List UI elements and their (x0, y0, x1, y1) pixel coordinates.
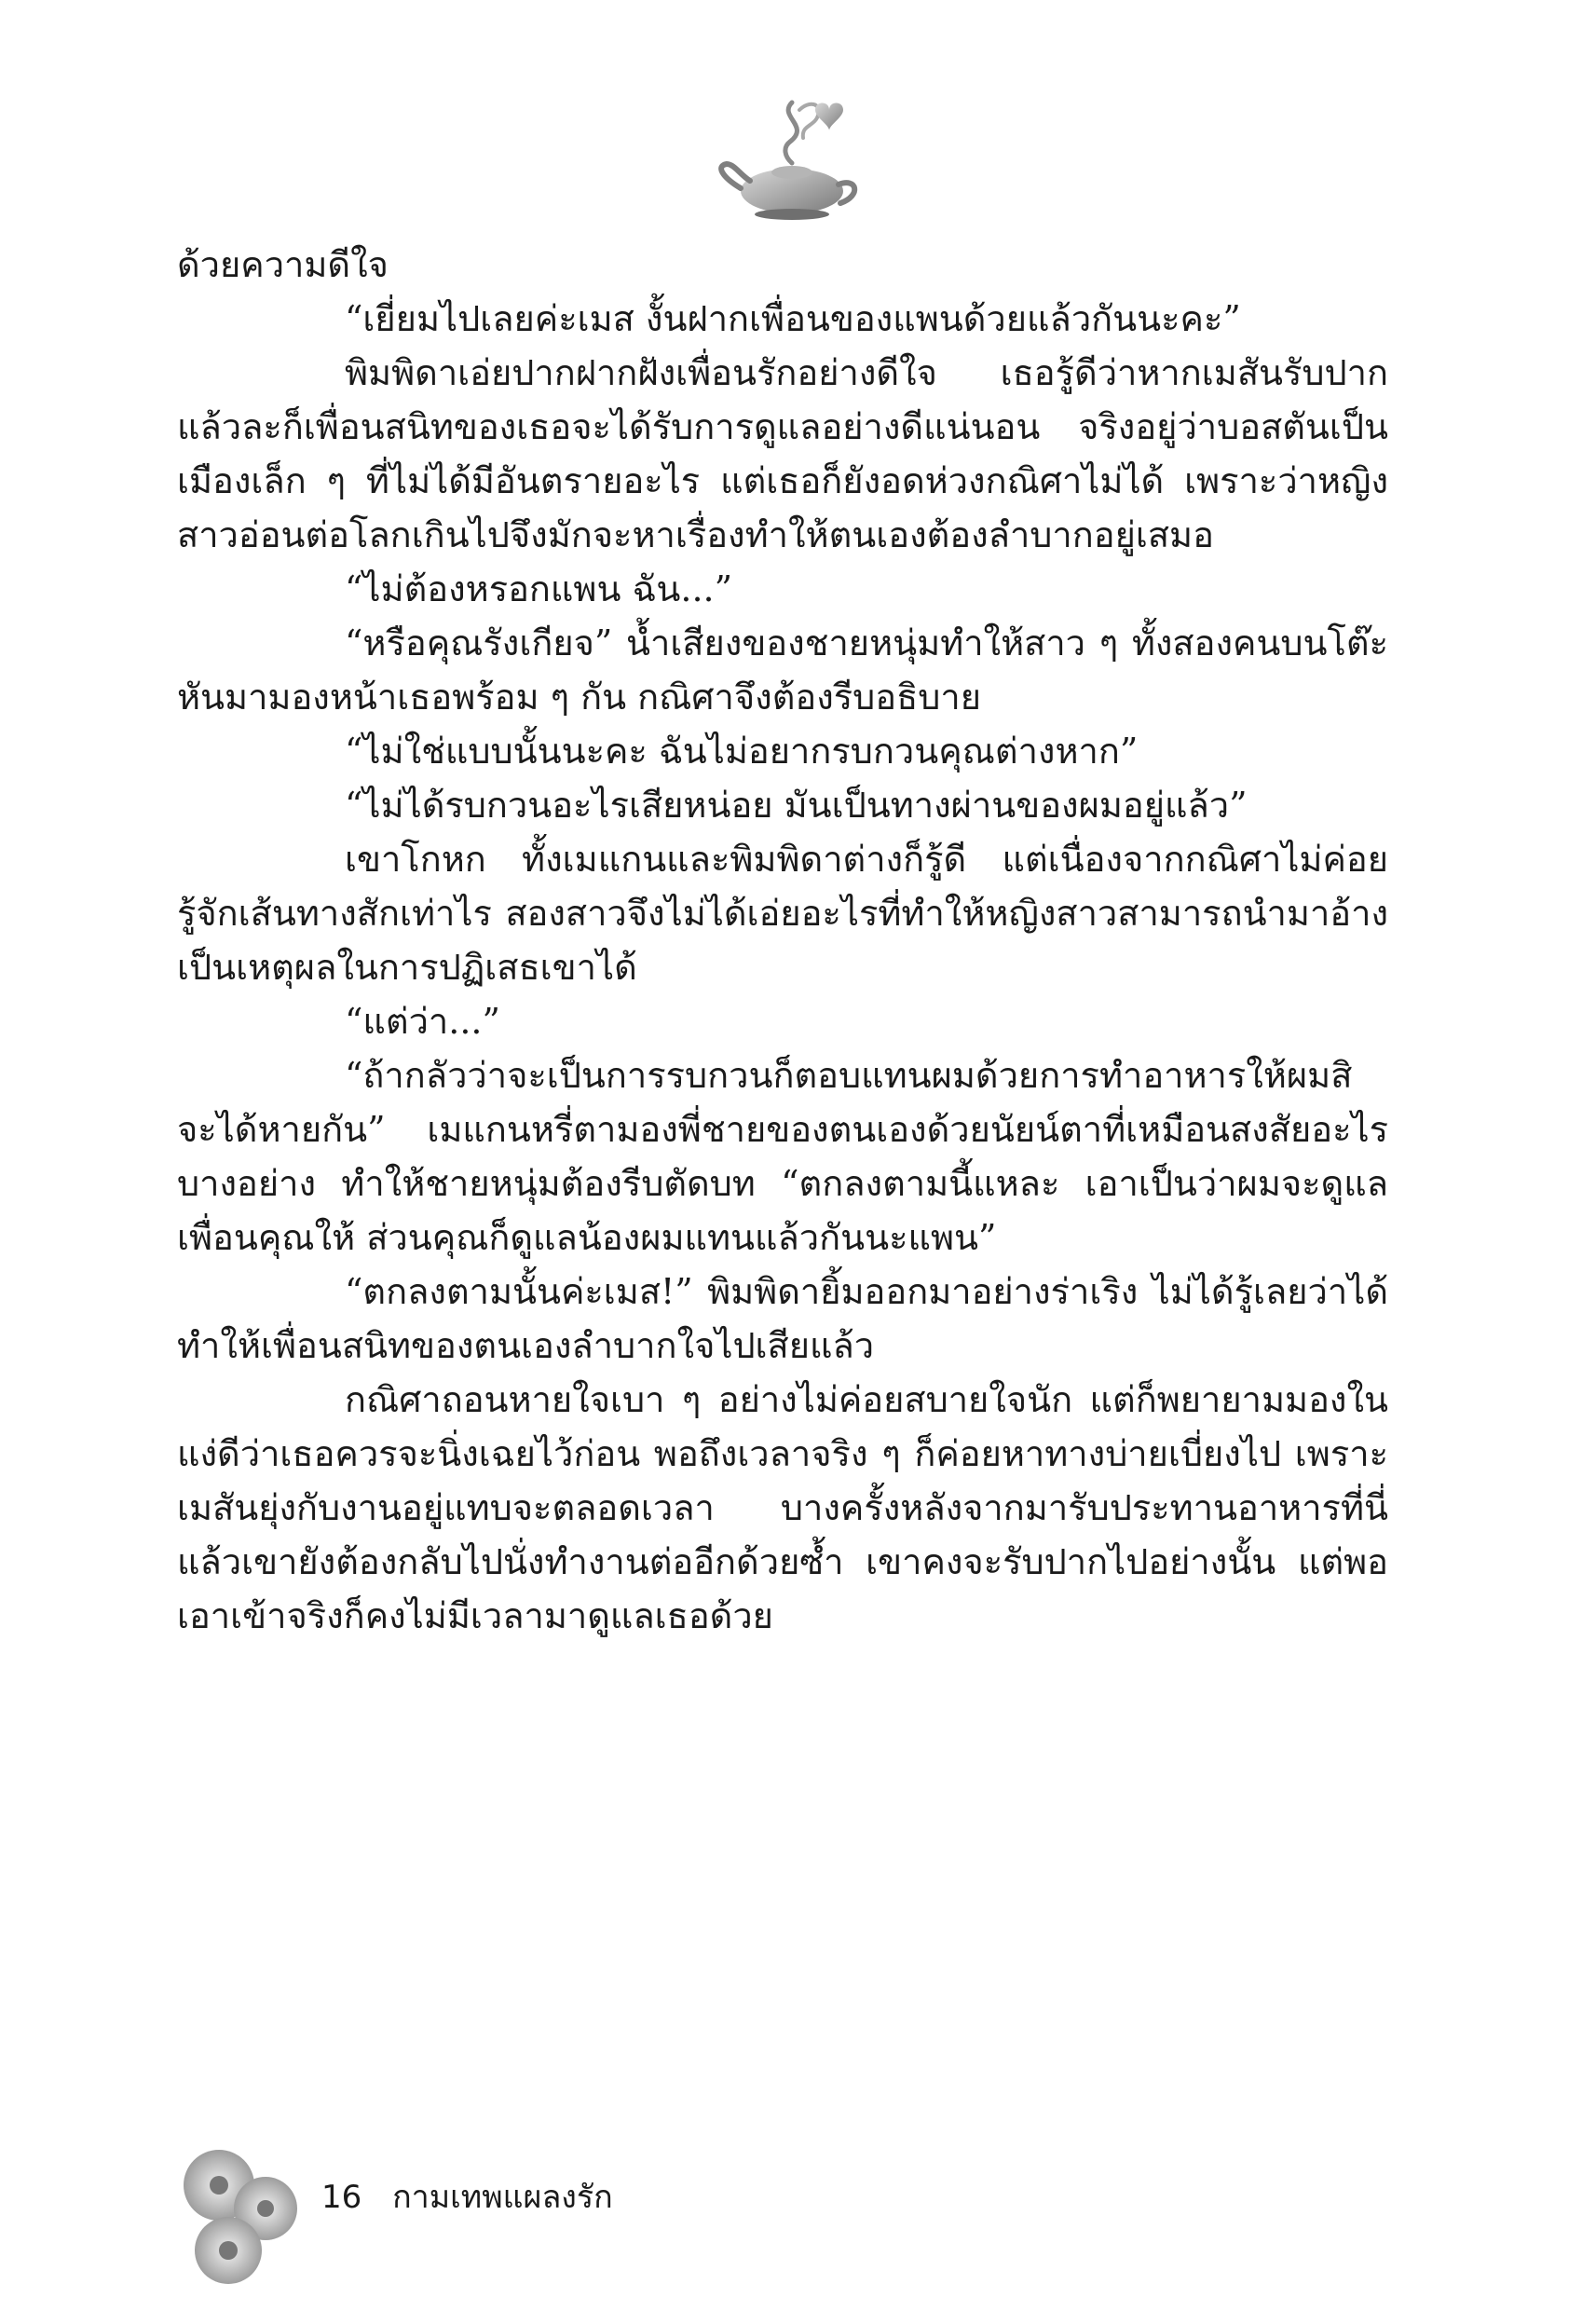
paragraph: “ไม่ใช่แบบนั้นนะคะ ฉันไม่อยากรบกวนคุณต่างหาก” (345, 731, 1139, 772)
paragraph: “ตกลงตามนั้นค่ะเมส!” พิมพิดายิ้มออกมาอย่างร่าเริง ไม่ได้รู้เลยว่าได้ทำให้เพื่อนสนิทของตนเองลำบากใจไปเสียแล้ว (177, 1271, 1388, 1366)
page-footer (321, 2171, 613, 2222)
paragraph: “เยี่ยมไปเลยค่ะเมส งั้นฝากเพื่อนของแพนด้วยแล้วกันนะคะ” (345, 298, 1241, 339)
body-text (177, 238, 1388, 1643)
flower-cluster-icon (172, 2143, 312, 2292)
paragraph: “ไม่ได้รบกวนอะไรเสียหน่อย มันเป็นทางผ่านของผมอยู่แล้ว” (345, 785, 1248, 826)
paragraph: “ถ้ากลัวว่าจะเป็นการรบกวนก็ตอบแทนผมด้วยการทำอาหารให้ผมสิจะได้หายกัน” เมแกนหรี่ตามองพี่ชายของตนเองด้วยนัยน์ตาที่เหมือนสงสัยอะไรบางอย่าง ทำให้ชายหนุ่มต้องรีบตัดบท “ตกลงตามนี้แหละ เอาเป็นว่าผมจะดูแลเพื่อนคุณให้ ส่วนคุณก็ดูแลน้องผมแทนแล้วกันนะแพน” (177, 1055, 1388, 1258)
paragraph: “หรือคุณรังเกียจ” น้ำเสียงของชายหนุ่มทำให้สาว ๆ ทั้งสองคนบนโต๊ะหันมามองหน้าเธอพร้อม ๆ กัน กณิศาจึงต้องรีบอธิบาย (177, 622, 1388, 718)
teapot-ornament-icon (699, 84, 885, 233)
page-number: 16 (321, 2179, 362, 2216)
paragraph: เขาโกหก ทั้งเมแกนและพิมพิดาต่างก็รู้ดี แต่เนื่องจากกณิศาไม่ค่อยรู้จักเส้นทางสักเท่าไร สองสาวจึงไม่ได้เอ่ยอะไรที่ทำให้หญิงสาวสามารถนำมาอ้างเป็นเหตุผลในการปฏิเสธเขาได้ (177, 839, 1388, 988)
book-title: กามเทพแผลงรัก (392, 2179, 613, 2216)
paragraph: กณิศาถอนหายใจเบา ๆ อย่างไม่ค่อยสบายใจนัก แต่ก็พยายามมองในแง่ดีว่าเธอควรจะนิ่งเฉยไว้ก่อน พอถึงเวลาจริง ๆ ก็ค่อยหาทางบ่ายเบี่ยงไป เพราะเมสันยุ่งกับงานอยู่แทบจะตลอดเวลา บางครั้งหลังจากมารับประทานอาหารที่นี่แล้วเขายังต้องกลับไปนั่งทำงานต่ออีกด้วยซ้ำ เขาคงจะรับปากไปอย่างนั้น แต่พอเอาเข้าจริงก็คงไม่มีเวลามาดูแลเธอด้วย (177, 1379, 1388, 1636)
paragraph: “แต่ว่า...” (345, 1001, 500, 1042)
paragraph: ด้วยความดีใจ (177, 244, 389, 285)
paragraph: “ไม่ต้องหรอกแพน ฉัน...” (345, 568, 733, 609)
paragraph: พิมพิดาเอ่ยปากฝากฝังเพื่อนรักอย่างดีใจ เธอรู้ดีว่าหากเมสันรับปากแล้วละก็เพื่อนสนิทของเธอจะได้รับการดูแลอย่างดีแน่นอน จริงอยู่ว่าบอสตันเป็นเมืองเล็ก ๆ ที่ไม่ได้มีอันตรายอะไร แต่เธอก็ยังอดห่วงกณิศาไม่ได้ เพราะว่าหญิงสาวอ่อนต่อโลกเกินไปจึงมักจะหาเรื่องทำให้ตนเองต้องลำบากอยู่เสมอ (177, 352, 1388, 555)
